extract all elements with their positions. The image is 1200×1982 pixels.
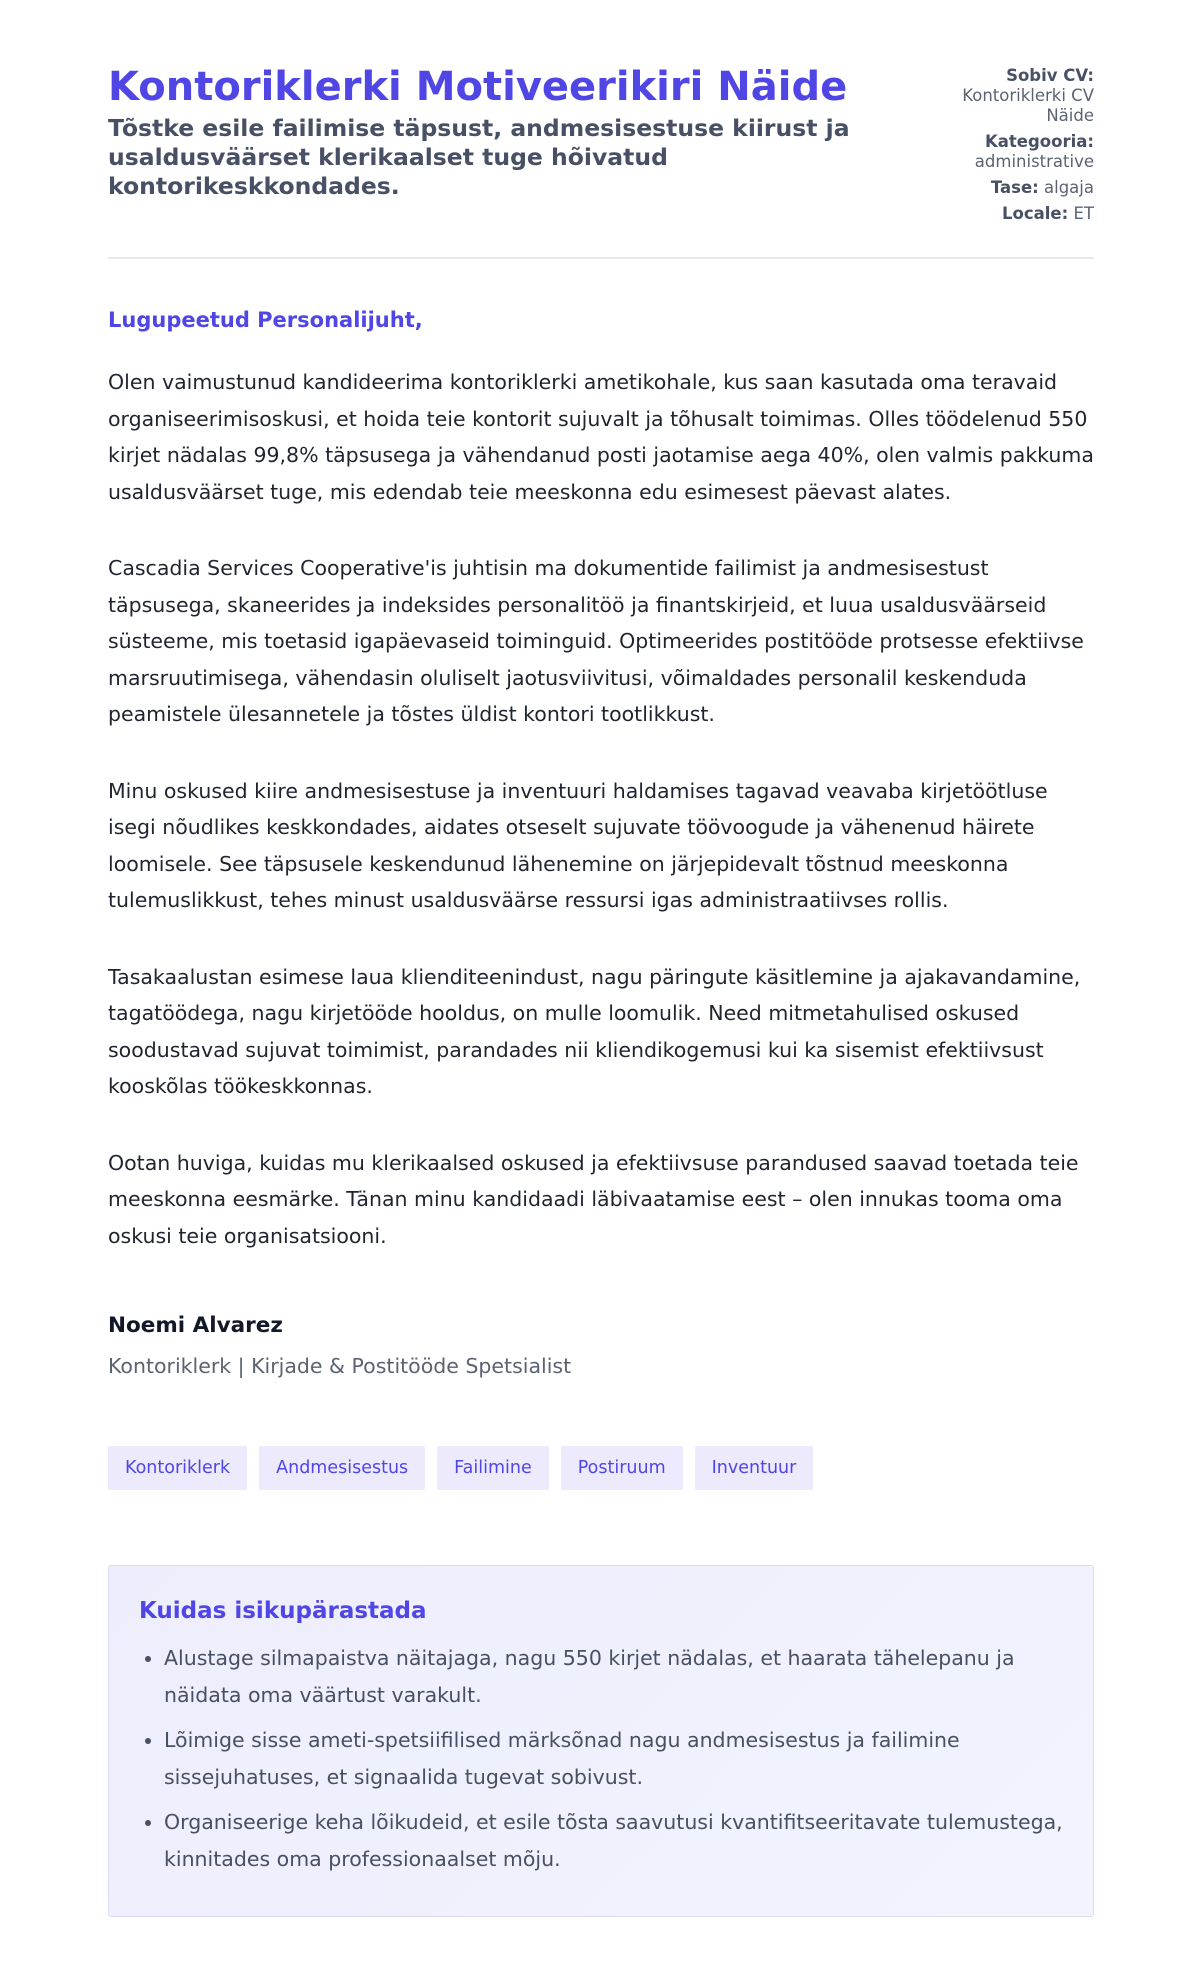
meta-value: Kontoriklerki CV Näide bbox=[962, 86, 1094, 125]
tips-list bbox=[139, 1640, 1063, 1877]
tag: Kontoriklerk bbox=[108, 1446, 247, 1490]
meta-key: Locale: bbox=[1002, 204, 1069, 223]
letter-paragraph: Minu oskused kiire andmesisestuse ja inventuuri haldamises tagavad veavaba kirjetöötluse isegi nõudlikes keskkondades, aidates otseselt sujuvate töövoogude ja vähenenud häirete loomisele. See täpsusele keskendunud lähenemine on järjepidevalt tõstnud meeskonna tulemuslikkust, tehes minust usaldusväärse ressursi igas administraatiivses rollis. bbox=[108, 778, 1048, 912]
meta-value: algaja bbox=[1044, 178, 1094, 197]
meta-key: Sobiv CV: bbox=[1006, 66, 1094, 85]
page-subtitle: Tõstke esile failimise täpsust, andmesisestuse kiirust ja usaldusväärset klerikaalset tuge hõivatud kontorikeskkondades. bbox=[108, 114, 850, 200]
signature-title: Kontoriklerk | Kirjade & Postitööde Spetsialist bbox=[108, 1354, 572, 1378]
letter-paragraph: Ootan huviga, kuidas mu klerikaalsed oskused ja efektiivsuse parandused saavad toetada teie meeskonna eesmärke. Tänan minu kandidaadi läbivaatamise eest – olen innukas tooma oma oskusi teie organisatsiooni. bbox=[108, 1150, 1079, 1248]
meta-panel bbox=[914, 66, 1094, 230]
tip-item: • Alustage silmapaistva näitajaga, nagu 550 kirjet nädalas, et haarata tähelepanu ja näidata oma väärtust varakult. bbox=[164, 1640, 1063, 1713]
meta-row-locale bbox=[914, 204, 1094, 224]
personalization-tips-box bbox=[108, 1565, 1094, 1917]
signature-name: Noemi Alvarez bbox=[108, 1313, 283, 1338]
tag: Postiruum bbox=[561, 1446, 683, 1490]
letter-paragraph: Cascadia Services Cooperative'is juhtisin ma dokumentide failimist ja andmesisestust täpsusega, skaneerides ja indeksides personalitöö ja finantskirjeid, et luua usaldusväärseid süsteeme, mis toetasid igapäevaseid toiminguid. Optimeerides postitööde protsesse efektiivse marsruutimisega, vähendasin oluliselt jaotusviivitusi, võimaldades personalil keskenduda peamistele ülesannetele ja tõstes üldist kontori tootlikkust. bbox=[108, 556, 1084, 726]
tip-item: • Organiseerige keha lõikudeid, et esile tõsta saavutusi kvantifitseeritavate tulemustega, kinnitades oma professionaalset mõju. bbox=[164, 1804, 1063, 1877]
meta-row-cv bbox=[914, 66, 1094, 126]
tag: Inventuur bbox=[695, 1446, 814, 1490]
page-header bbox=[108, 62, 1094, 258]
letter-paragraph: Tasakaalustan esimese laua klienditeenindust, nagu päringute käsitlemine ja ajakavandamine, tagatöödega, nagu kirjetööde hooldus, on mulle loomulik. Need mitmetahulised oskused soodustavad sujuvat toimimist, parandades nii kliendikogemusi kui ka sisemist efektiivsust kooskõlas töökeskkonnas. bbox=[108, 964, 1081, 1098]
tag: Andmesisestus bbox=[259, 1446, 425, 1490]
meta-key: Tase: bbox=[990, 178, 1039, 197]
meta-value: administrative bbox=[974, 152, 1094, 171]
letter-salutation: Lugupeetud Personalijuht, bbox=[108, 308, 423, 332]
letter-body bbox=[108, 364, 1094, 1294]
letter-paragraph: Olen vaimustunud kandideerima kontoriklerki ametikohale, kus saan kasutada oma teravaid organiseerimisoskusi, et hoida teie kontorit sujuvalt ja tõhusalt toimimas. Olles töödelenud 550 kirjet nädalas 99,8% täpsusega ja vähendanud posti jaotamise aega 40%, olen valmis pakkuma usaldusväärset tuge, mis edendab teie meeskonna edu esimesest päevast alates. bbox=[108, 370, 1094, 504]
header-divider bbox=[108, 257, 1094, 259]
meta-value: ET bbox=[1073, 204, 1094, 223]
tip-item: • Lõimige sisse ameti-spetsiifilised märksõnad nagu andmesisestus ja failimine sissejuhatuses, et signaalida tugevat sobivust. bbox=[164, 1722, 1063, 1795]
meta-key: Kategooria: bbox=[984, 132, 1094, 151]
page-title: Kontoriklerki Motiveerikiri Näide bbox=[108, 64, 848, 110]
tips-title: Kuidas isikupärastada bbox=[139, 1598, 427, 1624]
tag: Failimine bbox=[437, 1446, 549, 1490]
meta-row-category bbox=[914, 132, 1094, 172]
signature-block bbox=[108, 1312, 1008, 1380]
tag-list bbox=[108, 1446, 825, 1490]
meta-row-level bbox=[914, 178, 1094, 198]
